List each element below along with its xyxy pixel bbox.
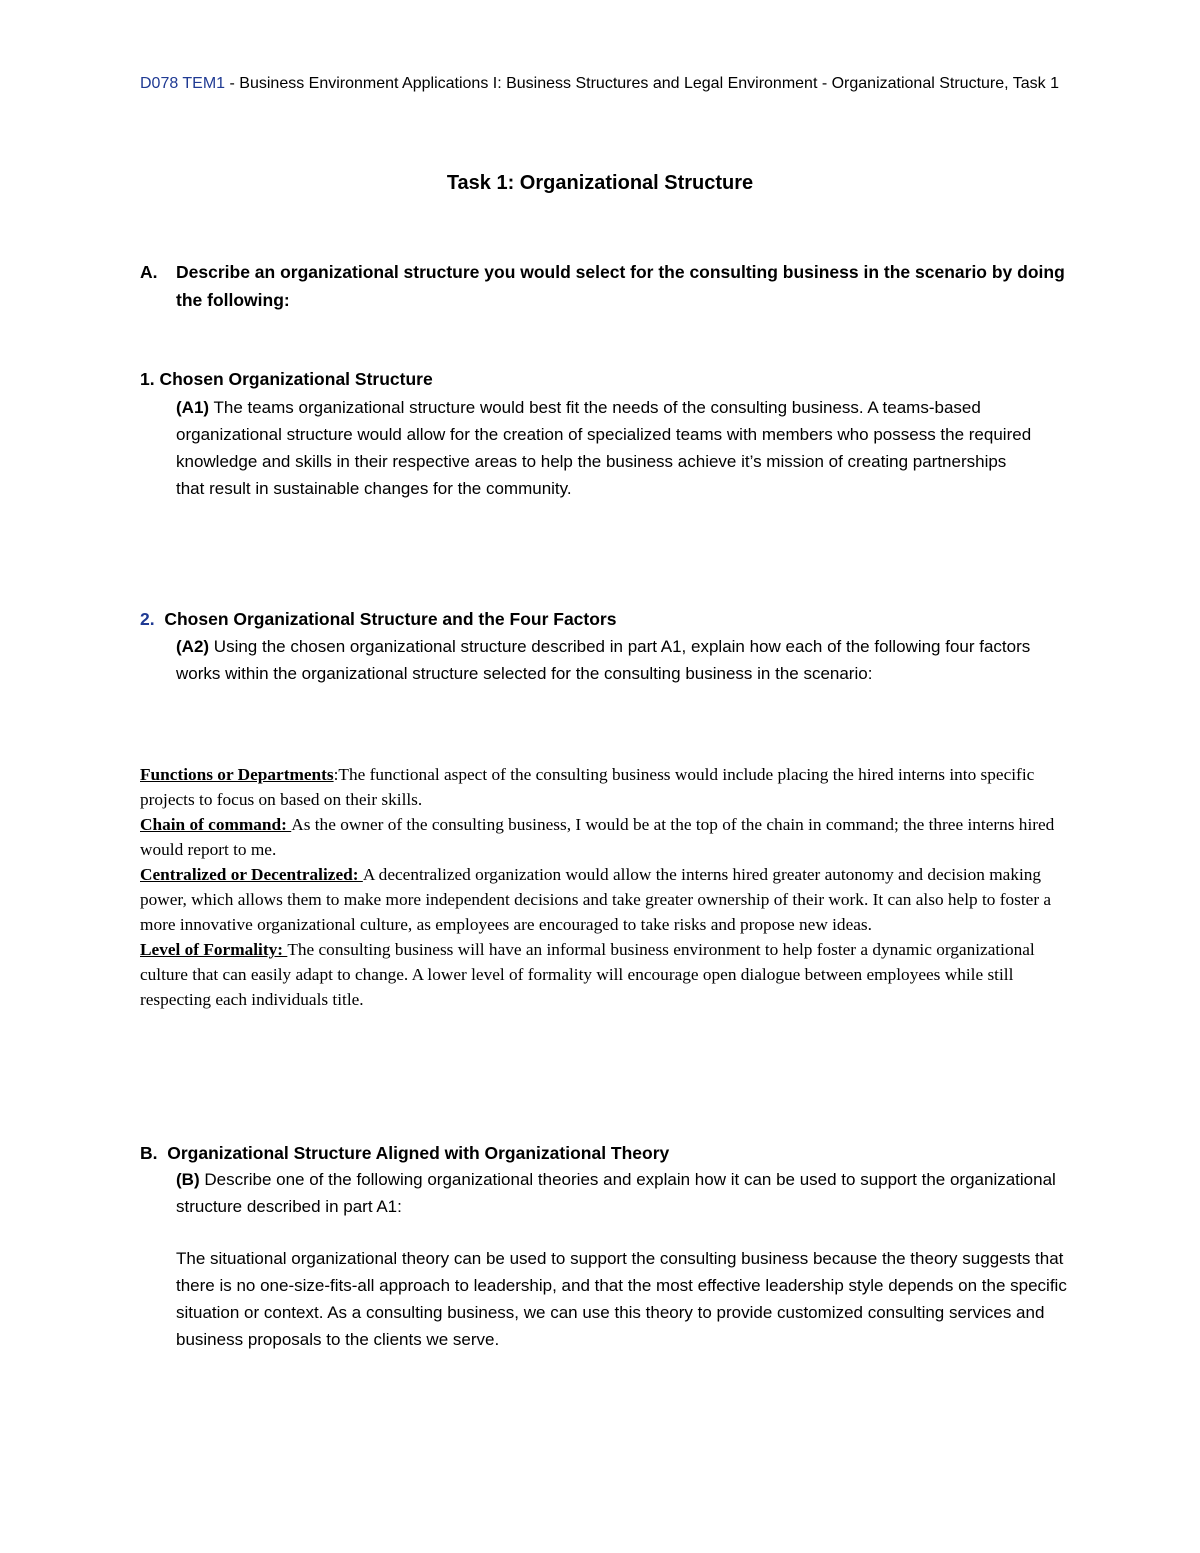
factor-formality bbox=[140, 937, 1060, 1012]
section-a-label: A. bbox=[140, 262, 158, 282]
part1-text: The teams organizational structure would best fit the needs of the consulting business. A teams-based organizational structure would allow for the creation of specialized teams with members who possess the required knowledge and skills in their respective areas to help the business achieve it’s mission of creating partnerships that result in sustainable changes for the community. bbox=[176, 398, 1032, 498]
factor-text: A decentralized organization would allow the interns hired greater autonomy and decision making power, which allows them to make more independent decisions and take greater ownership of their work. It can also help to foster a more innovative organizational culture, as employees are encouraged to take risks and propose new ideas. bbox=[140, 865, 1052, 934]
section-a-instruction: Describe an organizational structure you would select for the consulting business in the scenario by doing the following: bbox=[176, 262, 1065, 310]
four-factors-list bbox=[140, 762, 1060, 1012]
factor-label: Centralized or Decentralized: bbox=[140, 865, 363, 884]
factor-label: Functions or Departments bbox=[140, 765, 334, 784]
part1-tag: (A1) bbox=[176, 398, 210, 417]
part2-tag: (A2) bbox=[176, 637, 210, 656]
document-header bbox=[140, 70, 1060, 97]
section-b-heading: B. Organizational Structure Aligned with Organizational Theory bbox=[140, 1143, 670, 1163]
part2-paragraph bbox=[176, 633, 1066, 687]
part2-heading bbox=[140, 605, 616, 633]
part2-number: 2. bbox=[140, 609, 155, 629]
section-b-prompt-text: Describe one of the following organizational theories and explain how it can be used to support the organizational structure described in part A1: bbox=[176, 1170, 1056, 1216]
part2-text: Using the chosen organizational structure described in part A1, explain how each of the following four factors works within the organizational structure selected for the consulting business in the scenario: bbox=[176, 637, 1031, 683]
factor-text: As the owner of the consulting business, I would be at the top of the chain in command; the three interns hired would report to me. bbox=[140, 815, 1055, 859]
factor-functions bbox=[140, 762, 1060, 812]
factor-label: Level of Formality: bbox=[140, 940, 288, 959]
part1-paragraph bbox=[176, 394, 1036, 502]
factor-label: Chain of command: bbox=[140, 815, 292, 834]
section-b-tag: (B) bbox=[176, 1170, 200, 1189]
factor-centralization bbox=[140, 862, 1060, 937]
part2-heading-text: Chosen Organizational Structure and the Four Factors bbox=[154, 609, 617, 629]
factor-text: The consulting business will have an informal business environment to help foster a dynamic organizational culture that can easily adapt to change. A lower level of formality will encourage open dialogue between employees while still respecting each individuals title. bbox=[140, 940, 1035, 1009]
course-code: D078 TEM1 bbox=[140, 75, 226, 92]
course-title: - Business Environment Applications I: Business Structures and Legal Environment - Organizational Structure, Task 1 bbox=[225, 75, 1059, 92]
section-b-prompt bbox=[176, 1166, 1056, 1220]
page-title: Task 1: Organizational Structure bbox=[446, 172, 754, 194]
section-b-answer: The situational organizational theory can be used to support the consulting business because the theory suggests that there is no one-size-fits-all approach to leadership, and that the most effective leadership style depends on the specific situation or context. As a consulting business, we can use this theory to provide customized consulting services and business proposals to the clients we serve. bbox=[176, 1249, 1067, 1349]
factor-text: :The functional aspect of the consulting business would include placing the hired interns into specific projects to focus on based on their skills. bbox=[140, 765, 1035, 809]
factor-chain-of-command bbox=[140, 812, 1060, 862]
part1-heading: 1. Chosen Organizational Structure bbox=[140, 369, 433, 389]
